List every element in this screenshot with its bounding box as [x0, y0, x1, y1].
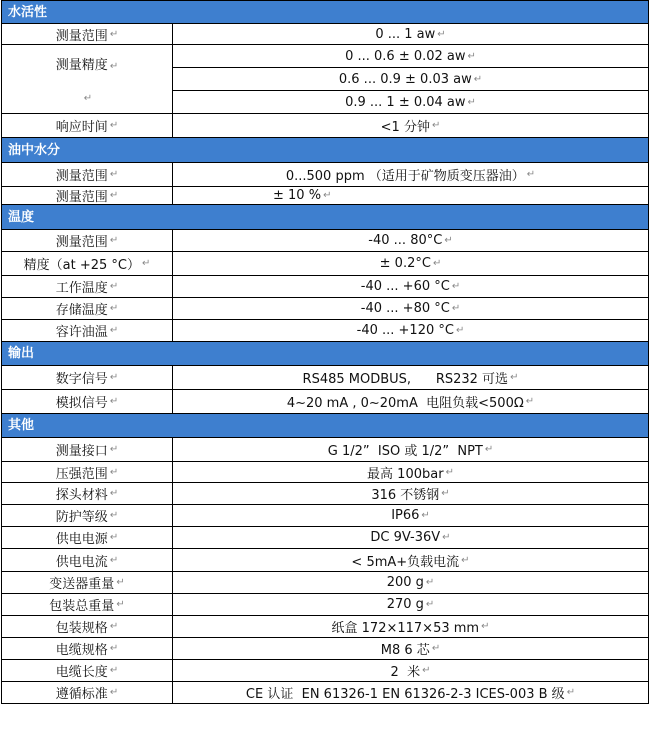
table-row	[1, 572, 649, 594]
row-label: 模拟信号 ↵	[2, 390, 173, 413]
table-row	[1, 462, 649, 483]
row-label: 包装总重量 ↵	[2, 594, 173, 615]
row-label: 供电电源 ↵	[2, 527, 173, 548]
row-value: 纸盒 172×117×53 mm ↵	[331, 621, 490, 636]
table-row	[1, 24, 649, 45]
spec-table	[1, 0, 649, 704]
section-header-temperature: 温度	[1, 205, 649, 230]
row-label: 测量范围 ↵	[2, 24, 173, 44]
row-value: 最高 100bar ↵	[367, 466, 454, 482]
accuracy-values	[173, 45, 648, 113]
row-label: 变送器重量 ↵	[2, 572, 173, 593]
row-label: 包装规格 ↵	[2, 616, 173, 637]
table-row	[1, 366, 649, 390]
table-row	[1, 616, 649, 638]
row-value: ± 0.2°C ↵	[379, 256, 442, 271]
table-row	[1, 298, 649, 320]
row-value: 0...500 ppm （适用于矿物质变压器油） ↵	[285, 169, 536, 184]
table-row	[1, 252, 649, 276]
row-label: 测量范围 ↵	[2, 230, 173, 251]
row-label: 测量接口 ↵	[2, 438, 173, 461]
row-value: 2 米 ↵	[390, 665, 431, 680]
table-row	[1, 320, 649, 342]
section-header-oil-water: 油中水分	[1, 138, 649, 163]
table-row	[1, 230, 649, 252]
section-header-output: 输出	[1, 342, 649, 366]
row-value: CE 认证 EN 61326-1 EN 61326-2-3 ICES-003 B 级 ↵	[245, 687, 576, 702]
row-value: ± 10 % ↵	[273, 188, 332, 203]
table-row	[1, 114, 649, 138]
row-label: 测量精度 ↵ ↵	[2, 45, 173, 113]
table-row	[1, 682, 649, 704]
row-value: 4~20 mA , 0~20mA 电阻负载<500Ω ↵	[286, 396, 535, 411]
row-value: 0.6 ... 0.9 ± 0.03 aw ↵	[173, 68, 648, 91]
table-row	[1, 163, 649, 187]
row-label: 电缆规格 ↵	[2, 638, 173, 659]
row-value: M8 6 芯 ↵	[380, 643, 441, 658]
row-label: 探头材料 ↵	[2, 483, 173, 504]
row-value: 0.9 ... 1 ± 0.04 aw ↵	[345, 94, 476, 110]
row-label: 电缆长度 ↵	[2, 660, 173, 681]
row-label: 存储温度 ↵	[2, 298, 173, 319]
table-row	[1, 187, 649, 205]
row-value: < 5mA+负载电流 ↵	[351, 554, 470, 570]
table-row	[1, 549, 649, 572]
section-header-other: 其他	[1, 414, 649, 438]
table-row	[1, 660, 649, 682]
section-header-water-activity: 水活性	[1, 1, 649, 24]
row-value: -40 ... 80°C ↵	[368, 233, 453, 248]
row-value: 270 g ↵	[386, 597, 435, 612]
table-row	[1, 483, 649, 505]
row-label: 供电电流 ↵	[2, 549, 173, 571]
row-label: 精度（at +25 °C） ↵	[2, 252, 173, 275]
row-label: 容许油温 ↵	[2, 320, 173, 341]
row-value: -40 ... +80 °C ↵	[360, 301, 461, 316]
table-row	[1, 527, 649, 549]
table-row	[1, 594, 649, 616]
row-label: 测量范围 ↵	[2, 163, 173, 186]
row-value: -40 ... +120 °C ↵	[356, 323, 465, 338]
row-value: RS485 MODBUS, RS232 可选 ↵	[302, 372, 519, 387]
row-value: 200 g ↵	[386, 575, 435, 590]
table-row	[1, 276, 649, 298]
row-label: 防护等级 ↵	[2, 505, 173, 526]
row-label: 工作温度 ↵	[2, 276, 173, 297]
table-row-group	[1, 45, 649, 114]
row-label: 遵循标准 ↵	[2, 682, 173, 703]
row-value: 316 不锈钢 ↵	[371, 488, 450, 503]
row-value: G 1/2” ISO 或 1/2” NPT ↵	[327, 444, 494, 459]
row-value: <1 分钟 ↵	[380, 120, 441, 135]
row-label: 响应时间 ↵	[2, 114, 173, 137]
row-value: 0 ... 0.6 ± 0.02 aw ↵	[173, 45, 648, 68]
table-row	[1, 638, 649, 660]
row-value: -40 ... +60 °C ↵	[360, 279, 461, 294]
row-value: DC 9V-36V ↵	[370, 530, 451, 545]
row-label: 数字信号 ↵	[2, 366, 173, 389]
table-row	[1, 438, 649, 462]
row-value: 0 ... 1 aw ↵	[375, 26, 446, 42]
row-label: 压强范围 ↵	[2, 462, 173, 482]
table-row	[1, 505, 649, 527]
row-label: 测量范围 ↵	[2, 187, 173, 204]
table-row	[1, 390, 649, 414]
row-value: IP66 ↵	[391, 508, 430, 523]
